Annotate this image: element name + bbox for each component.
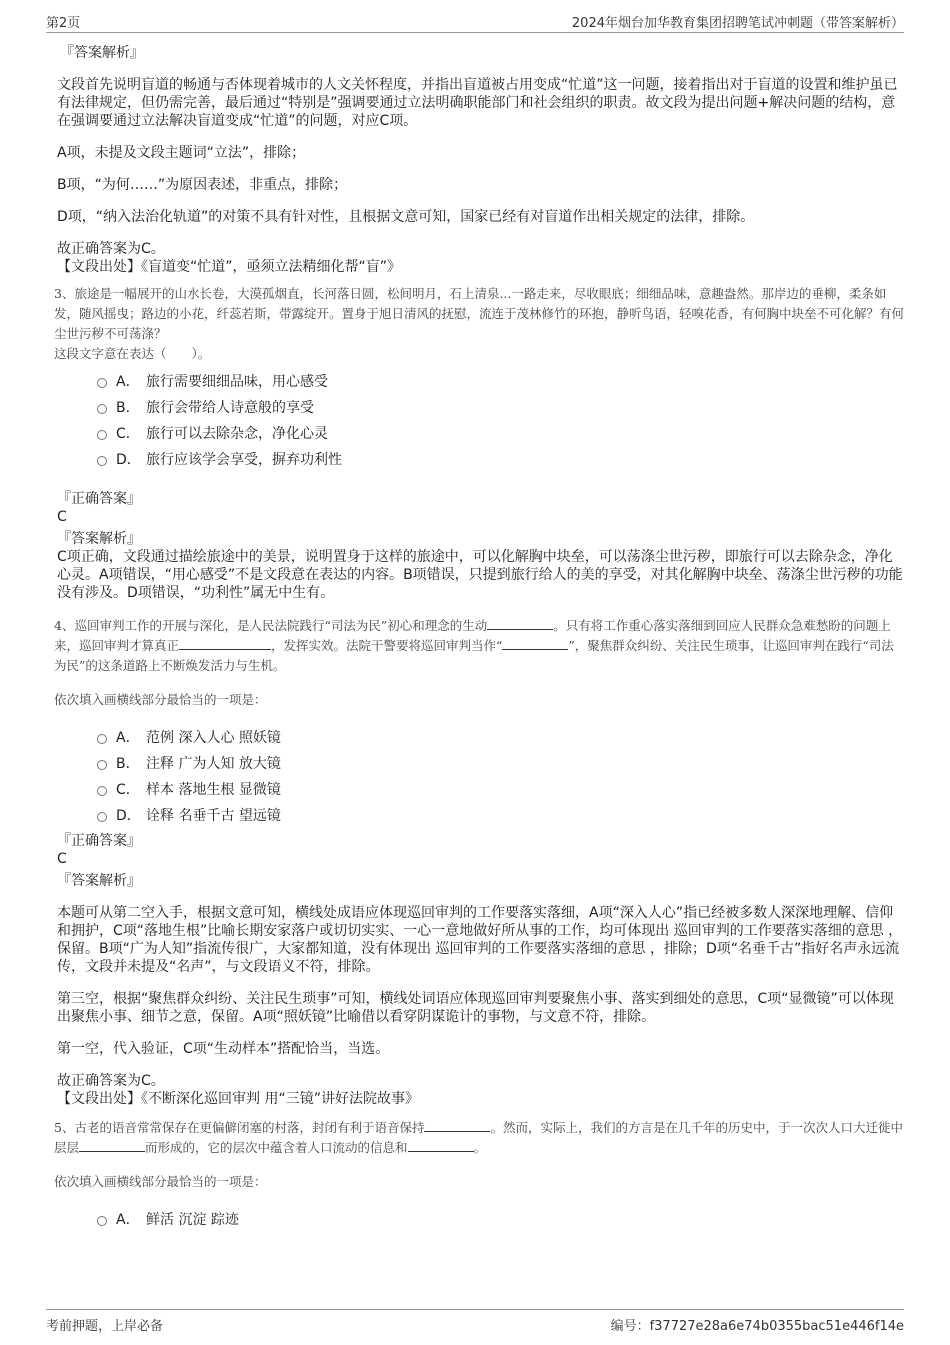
page-footer: [46, 1309, 904, 1334]
question-5-stem: 5、古老的语音常常保存在更偏僻闭塞的村落，封闭有利于语音保持 。然而，实际上，我们的方言是在几千年的历史中，于一次次人口大迁徙中层层 而形成的，它的层次中蕴含着人口流动的信息和 。: [54, 1120, 903, 1155]
option-d[interactable]: D． 诠释 名垂千古 望远镜: [97, 802, 905, 828]
radio-button-icon[interactable]: [97, 786, 107, 796]
analysis-paragraph: C项正确，文段通过描绘旅途中的美景，说明置身于这样的旅途中，可以化解胸中块垒，可以荡涤尘世污秽，即旅行可以去除杂念，净化心灵。A项错误，“用心感受”不是文段意在表达的内容。B项错误，只提到旅行给人的美的享受，对其化解胸中块垒、荡涤尘世污秽的功能没有涉及。D项错误，“功利性”属无中生有。: [57, 549, 903, 601]
option-text: 样本 落地生根 显微镜: [146, 782, 281, 798]
option-a[interactable]: A． 范例 深入人心 照妖镜: [97, 724, 905, 750]
question-4-stem: 4、巡回审判工作的开展与深化，是人民法院践行“司法为民”初心和理念的生动 。只有将工作重心落实落细到回应人民群众急难愁盼的问题上来，巡回审判才算真正 ，发挥实效。法院干警要将巡回审判当作“ ”，聚焦群众纠纷、关注民生琐事，让巡回审判在践行“司法为民”的这条道路上不断焕发活力与生机。: [54, 618, 894, 673]
analysis-option-a: A项，未提及文段主题词“立法”，排除；: [57, 145, 306, 161]
question-5-options: [97, 1206, 905, 1232]
analysis-option-b: B项，“为何……”为原因表述，非重点，排除；: [57, 177, 348, 193]
radio-button-icon[interactable]: [97, 404, 107, 414]
fill-blank-1: [487, 616, 553, 630]
analysis-paragraph-3: 第一空，代入验证，C项“生动样本”搭配恰当，当选。: [57, 1041, 390, 1057]
analysis-paragraph-1: 本题可从第二空入手，根据文意可知，横线处成语应体现巡回审判的工作要落实落细，A项“深入人心”指已经被多数人深深地理解、信仰和拥护，C项“落地生根”比喻长期安家落户或切切实实、一心一意地做好所从事的工作，均可体现出 巡回审判的工作要落实落细的意思 ，保留。B项“广为人知”指流传很广，大家都知道，没有体现出 巡回审判的工作要落实落细的意思 ，排除；D项“名垂千古”指好名声永远流传，文段并未提及“名声”，与文段语义不符，排除。: [57, 905, 903, 975]
radio-button-icon[interactable]: [97, 812, 107, 822]
answer-statement: 故正确答案为C。: [57, 241, 165, 257]
radio-button-icon[interactable]: [97, 430, 107, 440]
fill-blank-3: [408, 1138, 474, 1152]
fill-blank-3: [502, 636, 568, 650]
page-header: [46, 10, 904, 33]
radio-button-icon[interactable]: [97, 378, 107, 388]
option-b[interactable]: B． 注释 广为人知 放大镜: [97, 750, 905, 776]
source-citation: 【文段出处】《盲道变“忙道”，亟须立法精细化帮“盲”》: [57, 259, 402, 275]
correct-answer-label: 『正确答案』: [57, 833, 141, 849]
option-text: 鲜活 沉淀 踪迹: [146, 1212, 239, 1228]
option-d[interactable]: D． 旅行应该学会享受，摒弃功利性: [97, 446, 905, 472]
analysis-label: 『答案解析』: [57, 531, 141, 547]
answer-statement: 故正确答案为C。: [57, 1073, 165, 1089]
option-b[interactable]: B． 旅行会带给人诗意般的享受: [97, 394, 905, 420]
radio-button-icon[interactable]: [97, 734, 107, 744]
analysis-paragraph-2: 第三空，根据“聚焦群众纠纷、关注民生琐事”可知，横线处词语应体现巡回审判要聚焦小事、落实到细处的意思，C项“显微镜”可以体现出聚焦小事、细节之意，保留。A项“照妖镜”比喻借以看穿阴谋诡计的事物，与文意不符，排除。: [57, 991, 894, 1025]
option-text: 旅行应该学会享受，摒弃功利性: [146, 452, 342, 468]
question-3-prompt: 这段文字意在表达（ ）。: [54, 346, 211, 361]
fill-blank-2: [79, 1138, 145, 1152]
footer-slogan: 考前押题，上岸必备: [46, 1319, 164, 1334]
option-text: 诠释 名垂千古 望远镜: [146, 808, 281, 824]
option-text: 注释 广为人知 放大镜: [146, 756, 281, 772]
question-3-stem: 3、旅途是一幅展开的山水长卷，大漠孤烟直，长河落日圆，松间明月，石上清泉...一路走来，尽收眼底；细细品味，意趣盎然。那岸边的垂柳，柔条如发，随风摇曳；路边的小花，纤蕊若斯，带露绽开。置身于旭日清风的抚慰，流连于茂林修竹的环抱，静听鸟语，轻嗅花香，有何胸中块垒不可化解？有何尘世污秽不可荡涤？: [54, 286, 905, 341]
document-title: 2024年烟台加华教育集团招聘笔试冲刺题（带答案解析）: [571, 16, 904, 31]
analysis-label: 『答案解析』: [60, 45, 144, 61]
question-4-options: [97, 724, 905, 828]
analysis-label: 『答案解析』: [57, 873, 141, 889]
analysis-paragraph: 文段首先说明盲道的畅通与否体现着城市的人文关怀程度，并指出盲道被占用变成“忙道”这一问题，接着指出对于盲道的设置和维护虽已有法律规定，但仍需完善，最后通过“特别是”强调要通过立法明确职能部门和社会组织的职责。故文段为提出问题+解决问题的结构，意在强调要通过立法解决盲道变成“忙道”的问题，对应C项。: [57, 77, 898, 129]
option-c[interactable]: C． 样本 落地生根 显微镜: [97, 776, 905, 802]
page-content: [54, 44, 905, 1232]
option-text: 旅行需要细细品味，用心感受: [146, 374, 328, 390]
option-a[interactable]: A． 鲜活 沉淀 踪迹: [97, 1206, 905, 1232]
document-id: 编号：f37727e28a6e74b0355bac51e446f14e: [610, 1319, 904, 1334]
analysis-option-d: D项，“纳入法治化轨道”的对策不具有针对性，且根据文意可知，国家已经有对盲道作出相关规定的法律，排除。: [57, 209, 755, 225]
question-3-options: [97, 368, 905, 472]
option-text: 旅行可以去除杂念，净化心灵: [146, 426, 328, 442]
option-c[interactable]: C． 旅行可以去除杂念，净化心灵: [97, 420, 905, 446]
option-a[interactable]: A． 旅行需要细细品味，用心感受: [97, 368, 905, 394]
radio-button-icon[interactable]: [97, 760, 107, 770]
fill-blank-1: [424, 1118, 490, 1132]
fill-blank-2: [179, 636, 271, 650]
option-text: 旅行会带给人诗意般的享受: [146, 400, 314, 416]
radio-button-icon[interactable]: [97, 456, 107, 466]
option-text: 范例 深入人心 照妖镜: [146, 730, 281, 746]
correct-answer: C: [57, 509, 67, 525]
correct-answer-label: 『正确答案』: [57, 491, 141, 507]
source-citation: 【文段出处】《不断深化巡回审判 用“三镜”讲好法院故事》: [57, 1091, 419, 1107]
question-5-prompt: 依次填入画横线部分最恰当的一项是：: [54, 1174, 267, 1189]
page-number: 第2页: [46, 16, 81, 31]
radio-button-icon[interactable]: [97, 1216, 107, 1226]
correct-answer: C: [57, 851, 67, 867]
question-4-prompt: 依次填入画横线部分最恰当的一项是：: [54, 692, 267, 707]
